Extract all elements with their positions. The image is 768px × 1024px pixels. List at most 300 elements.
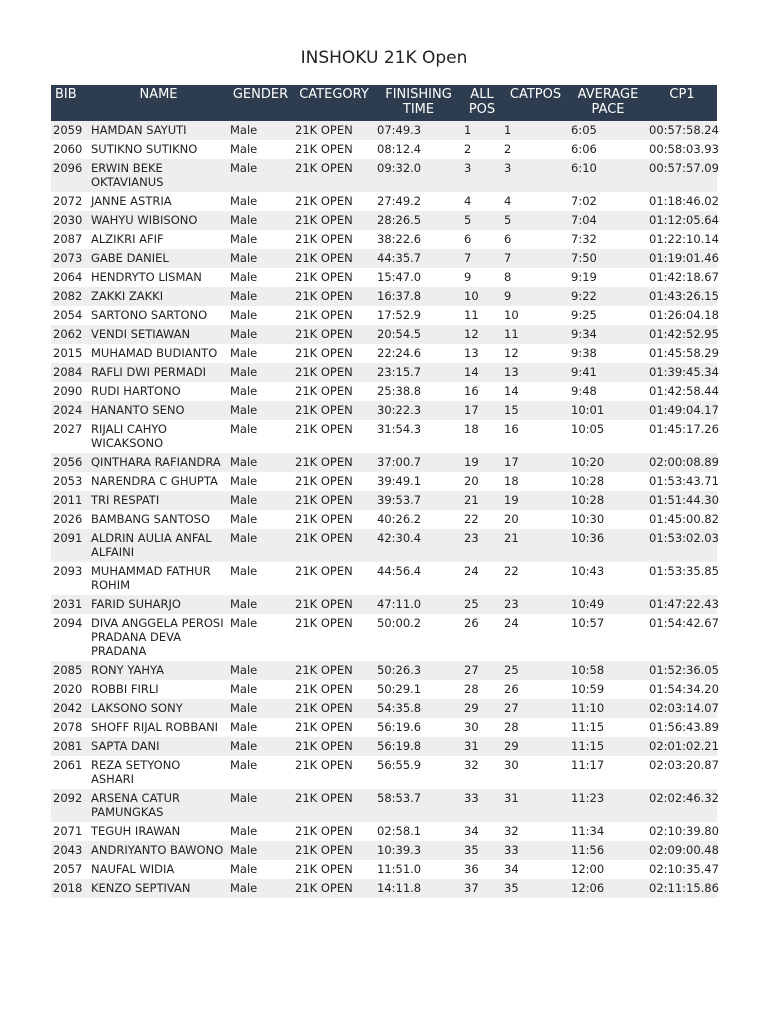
cell-bib: 2071 — [53, 824, 83, 838]
cell-name: HANANTO SENO — [91, 403, 185, 417]
table-header — [51, 85, 717, 121]
cell-finishing-time: 44:56.4 — [377, 564, 422, 578]
cell-name: ROBBI FIRLI — [91, 682, 159, 696]
cell-finishing-time: 47:11.0 — [377, 597, 422, 611]
cell-average-pace: 9:19 — [571, 270, 597, 284]
cell-finishing-time: 27:49.2 — [377, 194, 422, 208]
cell-finishing-time: 23:15.7 — [377, 365, 422, 379]
cell-category: 21K OPEN — [295, 531, 353, 545]
cell-category: 21K OPEN — [295, 365, 353, 379]
cell-cp1: 02:03:14.07 — [649, 701, 719, 715]
cell-all-pos: 17 — [464, 403, 479, 417]
cell-all-pos: 12 — [464, 327, 479, 341]
table-row — [51, 737, 717, 756]
header-cp1: CP1 — [647, 85, 717, 121]
cell-cp1: 01:47:22.43 — [649, 597, 719, 611]
cell-category: 21K OPEN — [295, 512, 353, 526]
cell-finishing-time: 39:49.1 — [377, 474, 422, 488]
cell-catpos: 1 — [504, 123, 512, 137]
cell-gender: Male — [230, 422, 258, 436]
cell-all-pos: 7 — [464, 251, 472, 265]
cell-catpos: 28 — [504, 720, 519, 734]
cell-gender: Male — [230, 270, 258, 284]
cell-name: TRI RESPATI — [91, 493, 160, 507]
cell-all-pos: 23 — [464, 531, 479, 545]
table-row — [51, 841, 717, 860]
cell-bib: 2027 — [53, 422, 83, 436]
cell-bib: 2030 — [53, 213, 83, 227]
table-row — [51, 159, 717, 192]
cell-catpos: 26 — [504, 682, 519, 696]
cell-average-pace: 11:23 — [571, 791, 605, 805]
cell-average-pace: 6:10 — [571, 161, 597, 175]
cell-category: 21K OPEN — [295, 289, 353, 303]
cell-bib: 2031 — [53, 597, 83, 611]
cell-bib: 2082 — [53, 289, 83, 303]
cell-gender: Male — [230, 161, 258, 175]
cell-bib: 2011 — [53, 493, 83, 507]
cell-cp1: 02:02:46.32 — [649, 791, 719, 805]
cell-gender: Male — [230, 758, 258, 772]
cell-all-pos: 14 — [464, 365, 479, 379]
cell-all-pos: 4 — [464, 194, 472, 208]
cell-all-pos: 18 — [464, 422, 479, 436]
cell-cp1: 01:45:00.82 — [649, 512, 719, 526]
cell-catpos: 25 — [504, 663, 519, 677]
table-row — [51, 453, 717, 472]
table-row — [51, 718, 717, 737]
cell-bib: 2078 — [53, 720, 83, 734]
cell-category: 21K OPEN — [295, 758, 353, 772]
cell-cp1: 01:52:36.05 — [649, 663, 719, 677]
cell-bib: 2024 — [53, 403, 83, 417]
cell-cp1: 01:19:01.46 — [649, 251, 719, 265]
cell-category: 21K OPEN — [295, 682, 353, 696]
cell-catpos: 23 — [504, 597, 519, 611]
cell-finishing-time: 42:30.4 — [377, 531, 422, 545]
results-table — [51, 85, 717, 898]
cell-finishing-time: 08:12.4 — [377, 142, 422, 156]
cell-catpos: 35 — [504, 881, 519, 895]
cell-category: 21K OPEN — [295, 663, 353, 677]
cell-average-pace: 10:58 — [571, 663, 605, 677]
cell-catpos: 10 — [504, 308, 519, 322]
cell-finishing-time: 14:11.8 — [377, 881, 422, 895]
cell-average-pace: 10:28 — [571, 493, 605, 507]
cell-category: 21K OPEN — [295, 616, 353, 630]
cell-all-pos: 13 — [464, 346, 479, 360]
cell-all-pos: 35 — [464, 843, 479, 857]
cell-average-pace: 10:28 — [571, 474, 605, 488]
cell-category: 21K OPEN — [295, 142, 353, 156]
header-gender: GENDER — [228, 85, 293, 121]
cell-bib: 2094 — [53, 616, 83, 630]
cell-average-pace: 10:01 — [571, 403, 605, 417]
cell-average-pace: 12:06 — [571, 881, 605, 895]
cell-name: SUTIKNO SUTIKNO — [91, 142, 198, 156]
cell-average-pace: 11:15 — [571, 720, 605, 734]
table-row — [51, 595, 717, 614]
cell-gender: Male — [230, 824, 258, 838]
cell-cp1: 00:57:58.24 — [649, 123, 719, 137]
cell-gender: Male — [230, 289, 258, 303]
cell-category: 21K OPEN — [295, 455, 353, 469]
cell-catpos: 20 — [504, 512, 519, 526]
cell-average-pace: 6:05 — [571, 123, 597, 137]
cell-all-pos: 31 — [464, 739, 479, 753]
cell-catpos: 15 — [504, 403, 519, 417]
cell-cp1: 01:45:17.26 — [649, 422, 719, 436]
cell-gender: Male — [230, 493, 258, 507]
table-row — [51, 325, 717, 344]
cell-gender: Male — [230, 682, 258, 696]
cell-category: 21K OPEN — [295, 824, 353, 838]
cell-bib: 2096 — [53, 161, 83, 175]
cell-all-pos: 27 — [464, 663, 479, 677]
cell-finishing-time: 11:51.0 — [377, 862, 422, 876]
cell-gender: Male — [230, 403, 258, 417]
table-row — [51, 401, 717, 420]
cell-name: HAMDAN SAYUTI — [91, 123, 187, 137]
cell-name: TEGUH IRAWAN — [91, 824, 181, 838]
cell-average-pace: 11:17 — [571, 758, 605, 772]
cell-finishing-time: 40:26.2 — [377, 512, 422, 526]
cell-finishing-time: 50:26.3 — [377, 663, 422, 677]
table-row — [51, 860, 717, 879]
cell-average-pace: 7:50 — [571, 251, 597, 265]
cell-average-pace: 7:02 — [571, 194, 597, 208]
cell-all-pos: 19 — [464, 455, 479, 469]
cell-name: NARENDRA C GHUPTA — [91, 474, 218, 488]
table-row — [51, 614, 717, 661]
cell-catpos: 29 — [504, 739, 519, 753]
cell-bib: 2087 — [53, 232, 83, 246]
cell-cp1: 01:26:04.18 — [649, 308, 719, 322]
cell-name: SHOFF RIJAL ROBBANI — [91, 720, 219, 734]
cell-category: 21K OPEN — [295, 213, 353, 227]
cell-bib: 2062 — [53, 327, 83, 341]
cell-average-pace: 10:43 — [571, 564, 605, 578]
cell-bib: 2020 — [53, 682, 83, 696]
cell-name: RUDI HARTONO — [91, 384, 181, 398]
cell-cp1: 01:42:52.95 — [649, 327, 719, 341]
cell-all-pos: 28 — [464, 682, 479, 696]
cell-average-pace: 11:56 — [571, 843, 605, 857]
cell-average-pace: 10:30 — [571, 512, 605, 526]
cell-name: HENDRYTO LISMAN — [91, 270, 202, 284]
cell-gender: Male — [230, 862, 258, 876]
cell-category: 21K OPEN — [295, 270, 353, 284]
cell-bib: 2059 — [53, 123, 83, 137]
cell-all-pos: 6 — [464, 232, 472, 246]
cell-category: 21K OPEN — [295, 194, 353, 208]
cell-average-pace: 12:00 — [571, 862, 605, 876]
cell-cp1: 01:18:46.02 — [649, 194, 719, 208]
cell-cp1: 02:10:39.80 — [649, 824, 719, 838]
cell-gender: Male — [230, 346, 258, 360]
cell-catpos: 19 — [504, 493, 519, 507]
cell-name: REZA SETYONO ASHARI — [91, 758, 181, 786]
cell-bib: 2093 — [53, 564, 83, 578]
cell-all-pos: 20 — [464, 474, 479, 488]
cell-category: 21K OPEN — [295, 739, 353, 753]
table-row — [51, 472, 717, 491]
cell-catpos: 24 — [504, 616, 519, 630]
cell-average-pace: 6:06 — [571, 142, 597, 156]
cell-finishing-time: 58:53.7 — [377, 791, 422, 805]
header-average-pace: AVERAGE PACE — [569, 85, 647, 121]
cell-name: SAPTA DANI — [91, 739, 160, 753]
cell-category: 21K OPEN — [295, 251, 353, 265]
cell-category: 21K OPEN — [295, 701, 353, 715]
cell-cp1: 01:54:34.20 — [649, 682, 719, 696]
cell-category: 21K OPEN — [295, 327, 353, 341]
cell-average-pace: 11:10 — [571, 701, 605, 715]
cell-finishing-time: 44:35.7 — [377, 251, 422, 265]
cell-category: 21K OPEN — [295, 597, 353, 611]
cell-cp1: 01:42:18.67 — [649, 270, 719, 284]
cell-all-pos: 34 — [464, 824, 479, 838]
cell-all-pos: 26 — [464, 616, 479, 630]
cell-all-pos: 29 — [464, 701, 479, 715]
cell-category: 21K OPEN — [295, 791, 353, 805]
cell-catpos: 18 — [504, 474, 519, 488]
table-row — [51, 822, 717, 841]
header-name: NAME — [89, 85, 228, 121]
cell-cp1: 01:42:58.44 — [649, 384, 719, 398]
cell-all-pos: 9 — [464, 270, 472, 284]
cell-gender: Male — [230, 739, 258, 753]
cell-gender: Male — [230, 564, 258, 578]
cell-gender: Male — [230, 123, 258, 137]
cell-catpos: 31 — [504, 791, 519, 805]
cell-name: WAHYU WIBISONO — [91, 213, 198, 227]
table-row — [51, 249, 717, 268]
cell-bib: 2060 — [53, 142, 83, 156]
cell-cp1: 01:22:10.14 — [649, 232, 719, 246]
cell-cp1: 01:54:42.67 — [649, 616, 719, 630]
cell-average-pace: 9:48 — [571, 384, 597, 398]
cell-bib: 2084 — [53, 365, 83, 379]
cell-finishing-time: 16:37.8 — [377, 289, 422, 303]
cell-gender: Male — [230, 232, 258, 246]
cell-cp1: 00:58:03.93 — [649, 142, 719, 156]
cell-cp1: 01:43:26.15 — [649, 289, 719, 303]
table-row — [51, 420, 717, 453]
cell-name: SARTONO SARTONO — [91, 308, 208, 322]
cell-gender: Male — [230, 512, 258, 526]
cell-category: 21K OPEN — [295, 843, 353, 857]
cell-bib: 2056 — [53, 455, 83, 469]
cell-average-pace: 9:22 — [571, 289, 597, 303]
cell-bib: 2054 — [53, 308, 83, 322]
table-row — [51, 140, 717, 159]
cell-category: 21K OPEN — [295, 422, 353, 436]
cell-name: RONY YAHYA — [91, 663, 164, 677]
cell-finishing-time: 30:22.3 — [377, 403, 422, 417]
cell-cp1: 00:57:57.09 — [649, 161, 719, 175]
cell-category: 21K OPEN — [295, 346, 353, 360]
cell-bib: 2026 — [53, 512, 83, 526]
cell-bib: 2042 — [53, 701, 83, 715]
cell-finishing-time: 37:00.7 — [377, 455, 422, 469]
cell-category: 21K OPEN — [295, 720, 353, 734]
cell-gender: Male — [230, 663, 258, 677]
cell-name: MUHAMMAD FATHUR ROHIM — [91, 564, 211, 592]
cell-average-pace: 10:57 — [571, 616, 605, 630]
cell-cp1: 01:12:05.64 — [649, 213, 719, 227]
cell-all-pos: 16 — [464, 384, 479, 398]
cell-gender: Male — [230, 213, 258, 227]
cell-name: ALZIKRI AFIF — [91, 232, 164, 246]
table-body — [51, 121, 717, 898]
cell-bib: 2061 — [53, 758, 83, 772]
cell-bib: 2092 — [53, 791, 83, 805]
cell-finishing-time: 56:19.8 — [377, 739, 422, 753]
cell-all-pos: 22 — [464, 512, 479, 526]
cell-category: 21K OPEN — [295, 161, 353, 175]
cell-average-pace: 10:59 — [571, 682, 605, 696]
cell-cp1: 01:56:43.89 — [649, 720, 719, 734]
cell-cp1: 01:45:58.29 — [649, 346, 719, 360]
cell-finishing-time: 07:49.3 — [377, 123, 422, 137]
header-category: CATEGORY — [293, 85, 375, 121]
cell-name: ERWIN BEKE OKTAVIANUS — [91, 161, 164, 189]
cell-gender: Male — [230, 474, 258, 488]
cell-bib: 2073 — [53, 251, 83, 265]
cell-catpos: 34 — [504, 862, 519, 876]
cell-catpos: 30 — [504, 758, 519, 772]
cell-cp1: 01:53:43.71 — [649, 474, 719, 488]
cell-gender: Male — [230, 531, 258, 545]
cell-category: 21K OPEN — [295, 474, 353, 488]
cell-category: 21K OPEN — [295, 862, 353, 876]
cell-finishing-time: 17:52.9 — [377, 308, 422, 322]
cell-all-pos: 1 — [464, 123, 472, 137]
table-row — [51, 287, 717, 306]
table-row — [51, 344, 717, 363]
cell-average-pace: 9:34 — [571, 327, 597, 341]
cell-catpos: 9 — [504, 289, 512, 303]
cell-gender: Male — [230, 142, 258, 156]
cell-finishing-time: 31:54.3 — [377, 422, 422, 436]
cell-catpos: 12 — [504, 346, 519, 360]
cell-all-pos: 32 — [464, 758, 479, 772]
cell-finishing-time: 20:54.5 — [377, 327, 422, 341]
cell-all-pos: 10 — [464, 289, 479, 303]
cell-name: ANDRIYANTO BAWONO — [91, 843, 224, 857]
cell-cp1: 01:53:35.85 — [649, 564, 719, 578]
cell-category: 21K OPEN — [295, 232, 353, 246]
table-row — [51, 789, 717, 822]
cell-finishing-time: 39:53.7 — [377, 493, 422, 507]
cell-finishing-time: 38:22.6 — [377, 232, 422, 246]
table-row — [51, 510, 717, 529]
header-finishing-time: FINISHING TIME — [375, 85, 462, 121]
cell-catpos: 27 — [504, 701, 519, 715]
cell-gender: Male — [230, 881, 258, 895]
cell-all-pos: 11 — [464, 308, 479, 322]
table-row — [51, 562, 717, 595]
cell-category: 21K OPEN — [295, 564, 353, 578]
cell-name: VENDI SETIAWAN — [91, 327, 191, 341]
cell-bib: 2072 — [53, 194, 83, 208]
table-row — [51, 382, 717, 401]
cell-all-pos: 25 — [464, 597, 479, 611]
cell-cp1: 02:00:08.89 — [649, 455, 719, 469]
cell-cp1: 01:49:04.17 — [649, 403, 719, 417]
cell-name: ARSENA CATUR PAMUNGKAS — [91, 791, 180, 819]
cell-name: FARID SUHARJO — [91, 597, 181, 611]
cell-finishing-time: 50:29.1 — [377, 682, 422, 696]
cell-bib: 2057 — [53, 862, 83, 876]
cell-finishing-time: 54:35.8 — [377, 701, 422, 715]
cell-catpos: 11 — [504, 327, 519, 341]
cell-finishing-time: 28:26.5 — [377, 213, 422, 227]
cell-bib: 2053 — [53, 474, 83, 488]
table-row — [51, 756, 717, 789]
table-row — [51, 306, 717, 325]
cell-name: QINTHARA RAFIANDRA — [91, 455, 221, 469]
cell-average-pace: 9:25 — [571, 308, 597, 322]
cell-all-pos: 21 — [464, 493, 479, 507]
cell-name: NAUFAL WIDIA — [91, 862, 175, 876]
cell-average-pace: 10:49 — [571, 597, 605, 611]
cell-name: GABE DANIEL — [91, 251, 169, 265]
cell-average-pace: 11:34 — [571, 824, 605, 838]
cell-all-pos: 3 — [464, 161, 472, 175]
cell-finishing-time: 50:00.2 — [377, 616, 422, 630]
cell-name: ALDRIN AULIA ANFAL ALFAINI — [91, 531, 212, 559]
cell-name: JANNE ASTRIA — [91, 194, 172, 208]
cell-bib: 2018 — [53, 881, 83, 895]
cell-gender: Male — [230, 843, 258, 857]
cell-average-pace: 9:38 — [571, 346, 597, 360]
cell-finishing-time: 22:24.6 — [377, 346, 422, 360]
cell-cp1: 01:51:44.30 — [649, 493, 719, 507]
table-row — [51, 661, 717, 680]
cell-all-pos: 36 — [464, 862, 479, 876]
cell-cp1: 02:11:15.86 — [649, 881, 719, 895]
cell-bib: 2085 — [53, 663, 83, 677]
cell-bib: 2064 — [53, 270, 83, 284]
cell-gender: Male — [230, 251, 258, 265]
cell-gender: Male — [230, 308, 258, 322]
cell-average-pace: 7:04 — [571, 213, 597, 227]
cell-gender: Male — [230, 327, 258, 341]
cell-name: RIJALI CAHYO WICAKSONO — [91, 422, 167, 450]
cell-gender: Male — [230, 194, 258, 208]
cell-name: RAFLI DWI PERMADI — [91, 365, 206, 379]
cell-catpos: 22 — [504, 564, 519, 578]
cell-catpos: 21 — [504, 531, 519, 545]
cell-catpos: 33 — [504, 843, 519, 857]
cell-finishing-time: 56:19.6 — [377, 720, 422, 734]
cell-name: ZAKKI ZAKKI — [91, 289, 164, 303]
cell-catpos: 16 — [504, 422, 519, 436]
cell-catpos: 3 — [504, 161, 512, 175]
table-row — [51, 491, 717, 510]
header-bib: BIB — [51, 85, 89, 121]
cell-catpos: 8 — [504, 270, 512, 284]
cell-catpos: 32 — [504, 824, 519, 838]
cell-cp1: 01:53:02.03 — [649, 531, 719, 545]
table-row — [51, 699, 717, 718]
cell-bib: 2043 — [53, 843, 83, 857]
table-row — [51, 268, 717, 287]
cell-cp1: 02:01:02.21 — [649, 739, 719, 753]
table-row — [51, 230, 717, 249]
